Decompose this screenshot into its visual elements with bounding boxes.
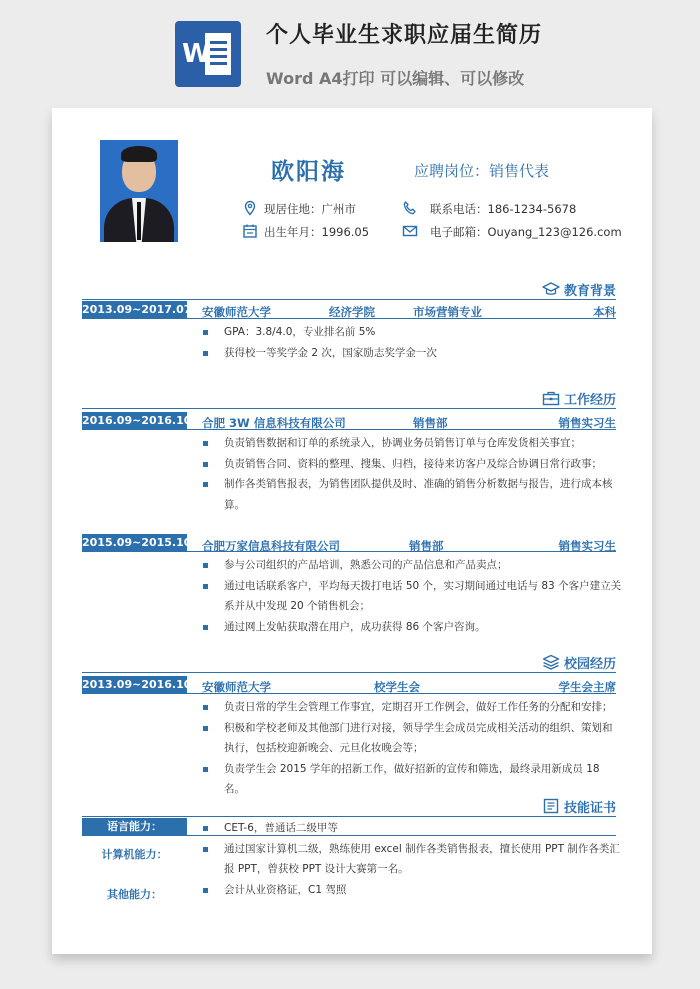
education-date: 2013.09~2017.07 [82, 301, 187, 319]
skill-label-language: 语言能力： [82, 818, 187, 836]
layers-icon [542, 654, 560, 670]
briefcase-icon [542, 390, 560, 406]
certificate-icon [542, 798, 560, 814]
campus-date: 2013.09~2016.10 [82, 676, 187, 694]
campus-school: 安徽师范大学 [202, 680, 271, 694]
list-item: 负责学生会 2015 学年的招新工作，做好招新的宣传和筛选，最终录用新成员 18 名。 [202, 759, 622, 800]
skill-label-other: 其他能力： [107, 888, 162, 901]
banner-subtitle: Word A4打印 可以编辑、可以修改 [266, 69, 525, 88]
section-work-header [82, 389, 616, 409]
phone-icon [402, 200, 418, 216]
skill-label-computer: 计算机能力： [101, 848, 168, 861]
education-college: 经济学院 [329, 305, 375, 319]
campus-role: 学生会主席 [558, 680, 616, 694]
job1-dept: 销售部 [413, 416, 448, 430]
banner-title: 个人毕业生求职应届生简历 [266, 23, 543, 48]
banner [0, 0, 700, 108]
resume-paper [52, 108, 652, 954]
section-work-title: 工作经历 [563, 393, 616, 408]
list-item: 获得校一等奖学金 2 次，国家励志奖学金一次 [202, 343, 622, 364]
list-item: 参与公司组织的产品培训，熟悉公司的产品信息和产品卖点； [202, 555, 622, 576]
job1-bullets [202, 433, 622, 515]
list-item: 会计从业资格证，C1 驾照 [202, 880, 622, 901]
phone-text: 联系电话：186-1234-5678 [430, 202, 577, 216]
calendar-icon [242, 223, 258, 239]
job2-role: 销售实习生 [558, 539, 616, 553]
residence-text: 现居住地：广州市 [264, 202, 356, 216]
section-campus-title: 校园经历 [563, 657, 616, 672]
list-item: 负责销售合同、资料的整理、搜集、归档，接待来访客户及综合协调日常行政事； [202, 454, 622, 475]
list-item: 负责销售数据和订单的系统录入，协调业务员销售订单与仓库发货相关事宜； [202, 433, 622, 454]
campus-org: 校学生会 [374, 680, 420, 694]
section-education-header [82, 280, 616, 300]
birth-text: 出生年月：1996.05 [264, 225, 370, 239]
graduation-cap-icon [542, 281, 560, 297]
job1-date: 2016.09~2016.10 [82, 412, 187, 430]
education-school: 安徽师范大学 [202, 305, 271, 319]
candidate-name: 欧阳海 [271, 159, 346, 185]
job2-date: 2015.09~2015.10 [82, 534, 187, 552]
job1-role: 销售实习生 [558, 416, 616, 430]
list-item: 通过网上发帖获取潜在用户，成功获得 86 个客户咨询。 [202, 617, 622, 638]
section-skills-header [82, 797, 616, 817]
job2-bullets [202, 555, 622, 637]
email-icon [402, 223, 418, 239]
education-major: 市场营销专业 [413, 305, 482, 319]
list-item: 积极和学校老师及其他部门进行对接，领导学生会成员完成相关活动的组织、策划和执行，包括校迎新晚会、元旦化妆晚会等； [202, 718, 622, 759]
list-item: 通过国家计算机二级，熟练使用 excel 制作各类销售报表，擅长使用 PPT 制作各类汇报 PPT，曾获校 PPT 设计大赛第一名。 [202, 839, 622, 880]
word-logo-icon: W [175, 21, 241, 87]
applied-position: 应聘岗位：销售代表 [414, 162, 550, 180]
job2-dept: 销售部 [409, 539, 444, 553]
campus-bullets [202, 697, 622, 800]
section-skills-title: 技能证书 [563, 801, 616, 816]
location-icon [242, 200, 258, 216]
section-education-title: 教育背景 [563, 284, 616, 299]
job2-company: 合肥万家信息科技有限公司 [202, 539, 340, 553]
list-item: GPA：3.8/4.0，专业排名前 5% [202, 322, 622, 343]
education-degree: 本科 [593, 305, 616, 319]
skills-bullets [202, 818, 622, 900]
list-item: CET-6，普通话二级甲等 [202, 818, 622, 839]
avatar [100, 140, 178, 242]
list-item: 制作各类销售报表，为销售团队提供及时、准确的销售分析数据与报告，进行成本核算。 [202, 474, 622, 515]
list-item: 通过电话联系客户，平均每天拨打电话 50 个，实习期间通过电话与 83 个客户建立关系并从中发现 20 个销售机会； [202, 576, 622, 617]
section-campus-header [82, 653, 616, 673]
email-text: 电子邮箱：Ouyang_123@126.com [430, 225, 622, 239]
job1-company: 合肥 3W 信息科技有限公司 [202, 416, 346, 430]
education-bullets [202, 322, 622, 363]
list-item: 负责日常的学生会管理工作事宜，定期召开工作例会，做好工作任务的分配和安排； [202, 697, 622, 718]
